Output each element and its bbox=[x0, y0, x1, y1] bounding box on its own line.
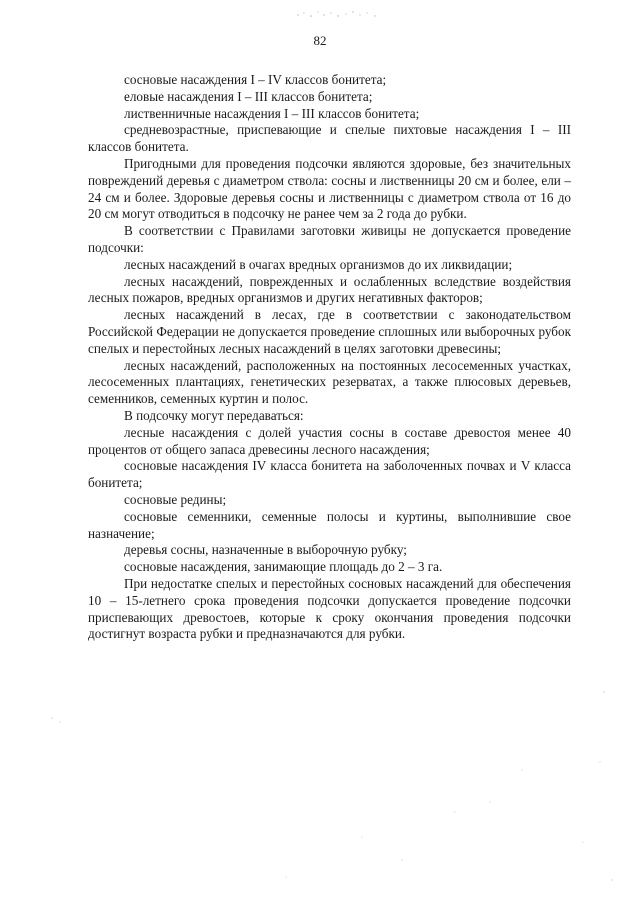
list-item: еловые насаждения I – III классов бонитета; bbox=[124, 88, 373, 104]
list-item: сосновые насаждения I – IV классов бонитета; bbox=[124, 72, 387, 87]
list-item: сосновые семенники, семенные полосы и куртины, выполнившие свое назначение; bbox=[88, 508, 571, 541]
list-item: лиственничные насаждения I – III классов бонитета; bbox=[124, 105, 420, 121]
paragraph: Пригодными для проведения подсочки являются здоровые, без значительных повреждений деревья с диаметром ствола: сосны и лиственницы 20 см и более, ели – 24 см и более. Здоровые деревья сосны и лиственницы с диаметром ствола от 16 до 20 см могут отводиться в подсочку не ранее чем за 2 года до рубки. bbox=[88, 155, 571, 222]
list-item: сосновые насаждения IV класса бонитета на заболоченных почвах и V класса бонитета; bbox=[88, 458, 571, 491]
paragraph: В подсочку могут передаваться: bbox=[124, 407, 304, 423]
page-number: 82 bbox=[313, 33, 327, 48]
list-item: сосновые редины; bbox=[124, 491, 227, 507]
list-item: средневозрастные, приспевающие и спелые пихтовые насаждения I – III классов бонитета. bbox=[88, 122, 571, 155]
list-item: деревья сосны, назначенные в выборочную рубку; bbox=[124, 542, 407, 558]
list-item: лесные насаждения с долей участия сосны в составе древостоя менее 40 процентов от общего запаса древесины лесного насаждения; bbox=[88, 424, 571, 457]
list-item: лесных насаждений в очагах вредных организмов до их ликвидации; bbox=[124, 256, 513, 272]
document-body bbox=[88, 72, 571, 643]
paragraph: При недостатке спелых и перестойных сосновых насаждений для обеспечения 10 – 15-летнего срока проведения подсочки допускается проведение подсочки приспевающих древостоев, которые к сроку окончания проведения подсочки достигнут возраста рубки и предназначаются для рубки. bbox=[88, 575, 571, 642]
list-item: лесных насаждений, поврежденных и ослабленных вследствие воздействия лесных пожаров, вредных организмов и других негативных факторов; bbox=[88, 273, 571, 306]
list-item: лесных насаждений в лесах, где в соответствии с законодательством Российской Федерации не допускается проведение сплошных или выборочных рубок спелых и перестойных лесных насаждений в целях заготовки древесины; bbox=[88, 307, 571, 356]
paragraph: В соответствии с Правилами заготовки живицы не допускается проведение подсочки: bbox=[88, 223, 571, 255]
list-item: лесных насаждений, расположенных на постоянных лесосеменных участках, лесосеменных плантациях, генетических резерватах, а также плюсовых деревьев, семенников, семенных куртин и полос. bbox=[88, 357, 571, 407]
list-item: сосновые насаждения, занимающие площадь до 2 – 3 га. bbox=[124, 559, 443, 575]
